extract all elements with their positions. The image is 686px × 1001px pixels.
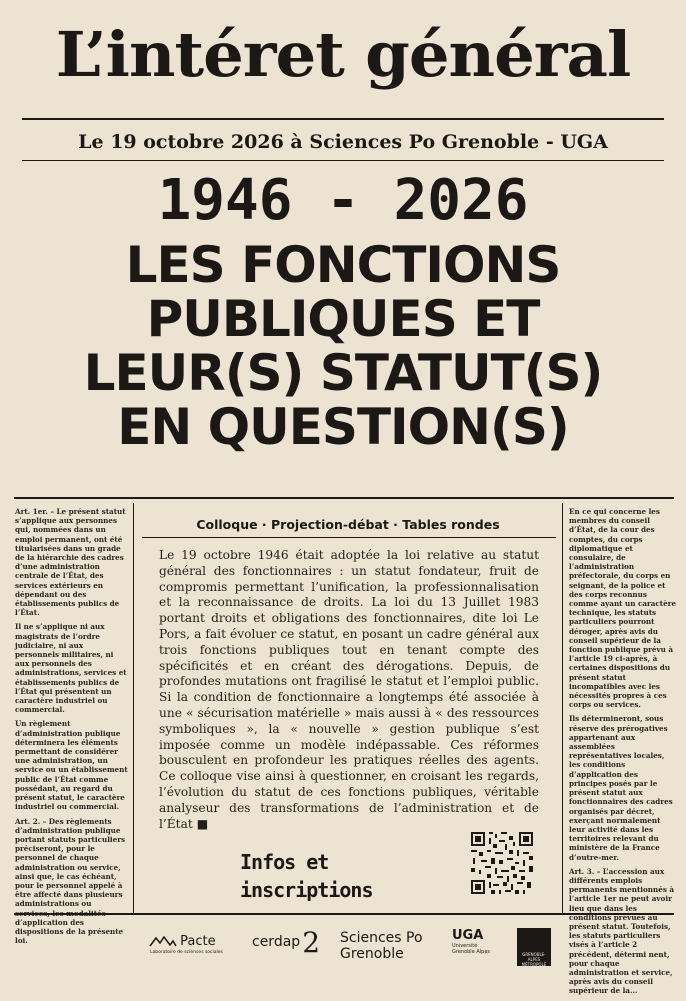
statute-paragraph: Il ne s’applique ni aux magistrats de l’ordre judiciaire, ni aux personnels militaires, ni aux personnels des administrations, services et établissements publics de l’État qui présentent un caractère industriel ou commercial. <box>15 622 127 715</box>
main-headline <box>10 238 676 454</box>
headline-line: LEUR(S) STATUT(S) <box>83 344 603 402</box>
mountains-icon <box>150 936 176 946</box>
masthead-title: L’intéret général <box>55 19 631 92</box>
grenoble-alpes-metropole-logo: GRENOBLE-ALPES MÉTROPOLE <box>517 928 551 966</box>
pacte-name: Pacte <box>180 934 216 949</box>
pacte-logo <box>150 934 223 955</box>
column-divider-left <box>133 503 134 913</box>
uga-sub2: Grenoble Alpes <box>452 949 491 955</box>
cerdap-name: cerdap <box>252 934 301 950</box>
rule-under-date <box>22 160 664 161</box>
event-dateline: Le 19 octobre 2026 à Sciences Po Grenoble - UGA <box>78 131 608 153</box>
event-formats: Colloque · Projection-débat · Tables rondes <box>196 517 500 532</box>
years-heading: 1946 - 2026 <box>157 168 529 233</box>
statute-paragraph: Art. 3. – L’accession aux différents emplois permanents mentionnés à l’article 1er ne peut avoir lieu que dans les conditions prévues au présent statut. Toutefois, les statuts particuliers visés à l’article 2 précédent, détermi nent, pour chaque administration et service, après avis du conseil supérieur de la... <box>569 866 675 996</box>
headline-line: LES FONCTIONS <box>125 236 561 294</box>
statute-paragraph: Un règlement d’administration publique déterminera les éléments permettant de considérer une administration, un service ou un établissement public de l’État comme possédant, au regard du présent statut, le caractère industriel ou commercial. <box>15 719 128 812</box>
statute-paragraph: Ils détermineront, sous réserve des prérogatives appartenant aux assemblées représentatives locales, les conditions d’application des principes posés par le présent statut aux fonctionnaires des cadres organisés par décret, exerçant normalement leur activité dans les territoires relevant du ministère de la France d’outre-mer. <box>569 714 673 862</box>
cerdap-number: 2 <box>302 926 321 959</box>
uga-name: UGA <box>452 928 484 943</box>
sciences-po-line1: Sciences Po <box>340 930 423 946</box>
cerdap-logo <box>252 926 320 959</box>
qr-code[interactable] <box>469 830 535 896</box>
sciences-po-line2: Grenoble <box>340 946 404 962</box>
right-statute-column <box>569 507 677 1001</box>
uga-sub1: Université <box>452 943 478 949</box>
rule-above-columns <box>14 497 674 499</box>
headline-line: EN QUESTION(S) <box>117 398 569 456</box>
statute-paragraph: Art. 1er. – Le présent statut s’applique aux personnes qui, nommées dans un emploi permanent, ont été titularisées dans un grade de la hiérarchie des cadres d’une administration centrale de l’État, des services extérieurs en dépendant ou des établissements publics de l’État. <box>15 507 126 618</box>
uga-logo <box>452 928 490 955</box>
statute-paragraph: Art. 2. – Des règlements d’administration publique portant statuts particuliers préciseront, pour le personnel de chaque administration ou service, ainsi que, le cas échéant, pour le personnel appelé à être affecté dans plusieurs administrations ou d’application des dispositions de la présente loi. <box>15 816 126 946</box>
body-paragraph: Le 19 octobre 1946 était adoptée la loi relative au statut général des fonctionnaires : un statut fondateur, fruit de compromis permettant l’unification, la professionnalisation et la reconnaissance de droits. La loi du 13 Juillet 1983 portant droits et obligations des fonctionnaires, dite loi Le Pors, a fait évoluer ce statut, en posant un cadre général aux trois fonctions publiques tout en tenant compte des spécificités et en créant des dérogations. Depuis, de profondes mutations ont fragilisé le statut et l’emploi public. Si la condition de fonctionnaire a longtemps été associée à une « sécurisation matérielle » mais aussi à « des ressources symboliques », la « nouvelle » gestion publique s’est imposée comme un modèle indépassable. Ces réformes bousculent en profondeur les pratiques réelles des agents. Ce colloque vise ainsi à questionner, en croisant les regards, l’évolution du statut de ces fonctions publiques, véritable analyseur des transformations de l’administration et de l’État ■ <box>159 548 539 831</box>
column-divider-right <box>562 503 563 913</box>
statute-paragraph: En ce qui concerne les membres du conseil d’État, de la cour des comptes, du corps diplomatique et consulaire, de l’administration préfectorale, du corps en seignant, de la police et des corps reconnus comme ayant un caractère technique, les statuts particuliers pourront déroger, après avis du conseil supérieur de la fonction publique prévu à l’article 19 ci-après, à certaines dispositions du présent statut incompatibles avec les nécessités propres à ces corps ou services. <box>569 507 677 710</box>
left-statute-column <box>15 507 128 950</box>
qr-code-icon <box>469 830 535 896</box>
sciences-po-logo <box>340 930 423 962</box>
headline-line: PUBLIQUES ET <box>146 290 540 348</box>
pacte-tagline: Laboratoire de sciences sociales <box>150 950 223 955</box>
rule-top <box>22 118 664 120</box>
infos-inscriptions-link[interactable]: Infos et inscriptions <box>240 850 373 902</box>
rule-under-subtitle <box>142 537 556 538</box>
